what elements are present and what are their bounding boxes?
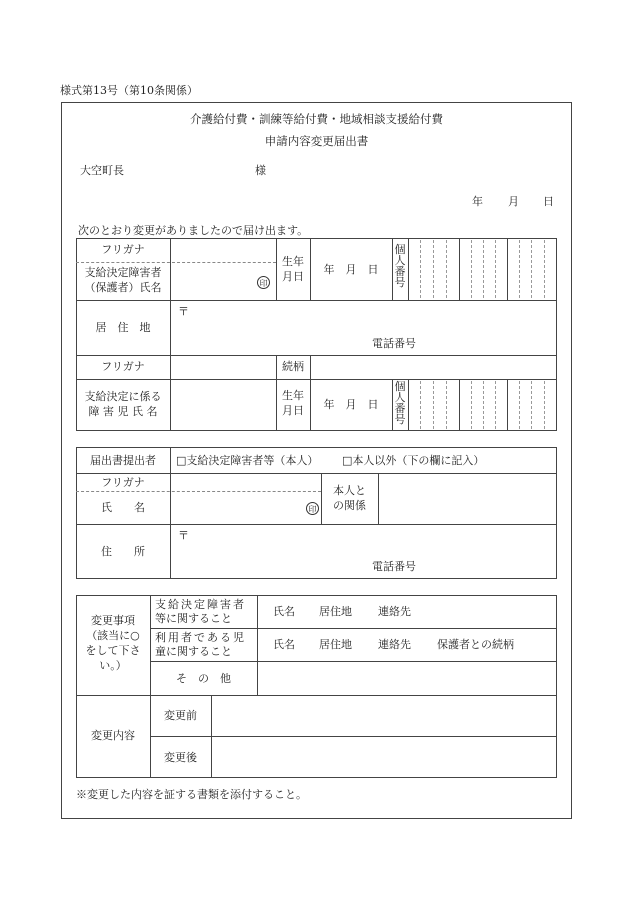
birth-label-child-2: 月日 xyxy=(282,404,304,417)
submitter-name-label: 氏 名 xyxy=(101,501,145,514)
submitter-phone-label: 電話番号 xyxy=(372,560,416,573)
change-row-recipient-label-2: 等に関すること xyxy=(155,612,232,625)
intro-text: 次のとおり変更がありましたので届け出ます。 xyxy=(78,224,309,237)
recipient-name-label: 支給決定障害者 xyxy=(84,266,162,279)
change-before-label: 変更前 xyxy=(164,709,197,722)
change-row-child-label: 利用者である児 xyxy=(155,631,246,644)
date-year: 年 xyxy=(472,195,483,208)
date-day: 日 xyxy=(543,195,554,208)
postal-mark: 〒 xyxy=(178,305,189,318)
change-item-residence[interactable]: 居住地 xyxy=(319,605,352,618)
birth-label-2: 月日 xyxy=(282,270,304,283)
form-title: 申請内容変更届出書 xyxy=(264,134,369,148)
change-after-label: 変更後 xyxy=(164,751,197,764)
seal-mark: 印 xyxy=(257,276,270,289)
submitter-seal-mark: 印 xyxy=(306,502,319,515)
change-item-contact[interactable]: 連絡先 xyxy=(378,605,411,618)
birth-date-field-child: 年 月 日 xyxy=(323,398,379,411)
change-item-child-residence[interactable]: 居住地 xyxy=(319,638,352,651)
change-item-child-name[interactable]: 氏名 xyxy=(273,638,295,651)
change-item-name[interactable]: 氏名 xyxy=(273,605,295,618)
submitter-label: 届出書提出者 xyxy=(90,454,156,467)
form-title-line1: 介護給付費・訓練等給付費・地域相談支援給付費 xyxy=(190,112,443,126)
footnote: ※変更した内容を証する書類を添付すること。 xyxy=(76,788,307,801)
furigana-label-2: フリガナ xyxy=(101,360,145,373)
date-month: 月 xyxy=(508,195,519,208)
recipient-name-label-2: （保護者）氏名 xyxy=(84,281,162,294)
relation-label: 続柄 xyxy=(282,360,304,373)
relation-to-self-label-2: の関係 xyxy=(333,499,366,512)
phone-label: 電話番号 xyxy=(372,337,416,350)
addressee: 大空町長 xyxy=(80,164,124,177)
furigana-label: フリガナ xyxy=(101,243,145,256)
addressee-suffix: 様 xyxy=(255,164,266,177)
residence-label: 居 住 地 xyxy=(95,321,151,334)
individual-number-label: 個 人 番 号 xyxy=(394,243,406,289)
change-item-guardian-relation[interactable]: 保護者との続柄 xyxy=(437,638,514,651)
change-item-child-contact[interactable]: 連絡先 xyxy=(378,638,411,651)
change-row-other-label: そ の 他 xyxy=(176,672,231,685)
relation-to-self-label: 本人と xyxy=(333,484,366,497)
birth-label: 生年 xyxy=(282,255,304,268)
child-name-label-2: 障 害 児 氏 名 xyxy=(88,405,158,418)
individual-number-label-child: 個 人 番 号 xyxy=(394,380,406,426)
submitter-option-other[interactable]: □本人以外（下の欄に記入） xyxy=(342,454,485,467)
form-number: 様式第13号（第10条関係） xyxy=(60,84,198,97)
change-row-child-label-2: 童に関すること xyxy=(155,645,232,658)
submitter-option-self[interactable]: □支給決定障害者等（本人） xyxy=(176,454,319,467)
change-content-label: 変更内容 xyxy=(91,729,135,742)
submitter-address-label: 住 所 xyxy=(101,545,145,558)
change-row-recipient-label: 支給決定障害者 xyxy=(155,598,246,611)
submitter-postal-mark: 〒 xyxy=(178,529,189,542)
child-name-label: 支給決定に係る xyxy=(84,390,162,403)
birth-label-child: 生年 xyxy=(282,389,304,402)
birth-date-field: 年 月 日 xyxy=(323,263,379,276)
submitter-furigana-label: フリガナ xyxy=(101,476,145,489)
